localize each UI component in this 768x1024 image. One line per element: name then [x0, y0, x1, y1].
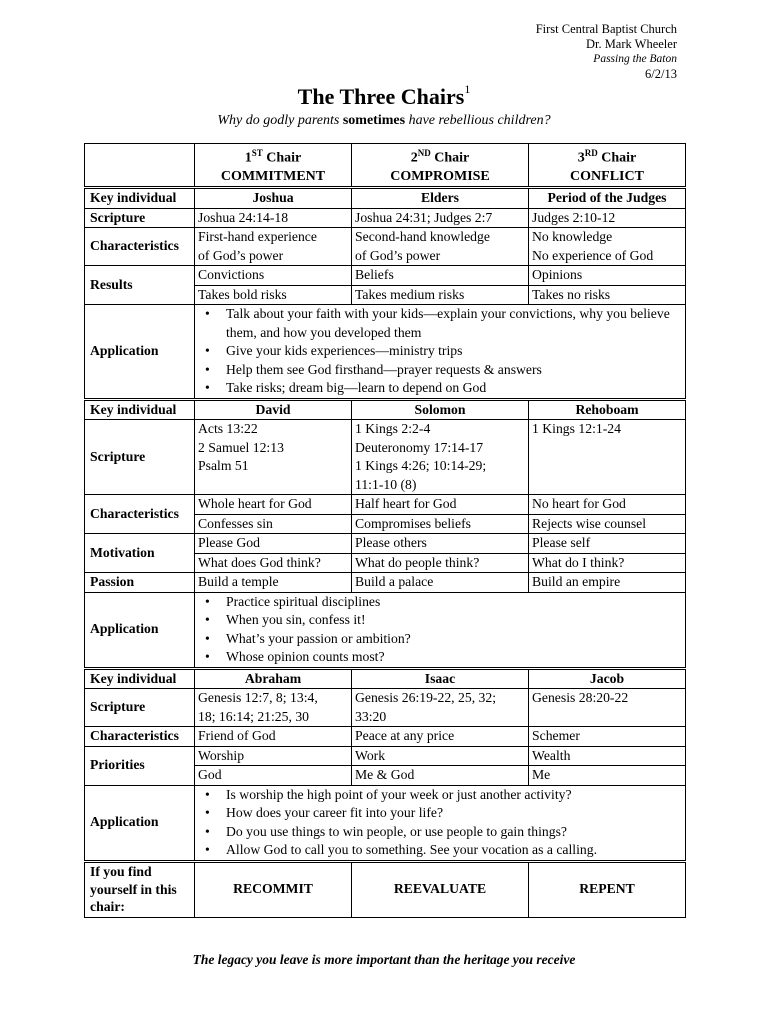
row-label: Motivation: [85, 534, 195, 573]
table-cell: Second-hand knowledge: [352, 228, 529, 247]
list-item: • Do you use things to win people, or use people to gain things?: [226, 823, 682, 842]
chair-3-header: [529, 144, 686, 188]
table-cell: Please God: [195, 534, 352, 554]
table-cell: Rejects wise counsel: [529, 514, 686, 534]
response-row: [85, 861, 686, 917]
key-individual: Isaac: [352, 668, 529, 689]
list-item: • Practice spiritual disciplines: [226, 593, 682, 612]
table-cell: Build an empire: [529, 573, 686, 593]
scripture-cell: [195, 420, 352, 495]
application-list: [198, 593, 682, 667]
table-cell: Judges 2:10-12: [529, 208, 686, 228]
row-label: Key individual: [85, 399, 195, 420]
table-cell: No heart for God: [529, 495, 686, 515]
table-cell: God: [195, 766, 352, 786]
table-cell: of God’s power: [352, 247, 529, 266]
list-item: • What’s your passion or ambition?: [226, 630, 682, 649]
chair-2-num: 2: [410, 150, 418, 166]
chair-3-num: 3: [577, 150, 585, 166]
chair-2-word: Chair: [434, 150, 470, 166]
chair-3-word: Chair: [601, 150, 637, 166]
section-2-characteristics-row: [85, 495, 686, 515]
row-label: [85, 861, 195, 917]
list-item: • Whose opinion counts most?: [226, 648, 682, 667]
chair-1-name: COMMITMENT: [220, 168, 326, 184]
scripture-cell: [352, 689, 529, 727]
table-cell: Confesses sin: [195, 514, 352, 534]
scripture-ref: 2 Samuel 12:13: [198, 439, 284, 455]
list-item: • Allow God to call you to something. See your vocation as a calling.: [226, 841, 682, 860]
label-line: chair:: [90, 899, 125, 915]
table-cell: Worship: [195, 746, 352, 766]
scripture-ref: Deuteronomy 17:14-17: [355, 439, 484, 455]
label-line: yourself in this: [90, 881, 177, 897]
row-label: Key individual: [85, 188, 195, 209]
row-label: Scripture: [85, 420, 195, 495]
chair-1-num: 1: [244, 150, 252, 166]
chair-1-header: [195, 144, 352, 188]
footnote-marker: 1: [464, 82, 471, 96]
table-cell: Whole heart for God: [195, 495, 352, 515]
scripture-ref: [198, 476, 348, 495]
table-cell: Beliefs: [352, 266, 529, 286]
header-blank-cell: [85, 144, 195, 188]
row-label: Application: [85, 592, 195, 668]
table-cell: What does God think?: [195, 553, 352, 573]
scripture-cell: [529, 420, 686, 495]
subtitle-post: have rebellious children?: [405, 113, 551, 128]
list-item: • Talk about your faith with your kids—explain your convictions, why you believe them, and how you developed them: [226, 305, 682, 342]
page-title: [0, 84, 768, 110]
section-2-key-row: [85, 399, 686, 420]
table-cell: Peace at any price: [352, 727, 529, 747]
chair-header-row: [85, 144, 686, 188]
application-cell: [195, 785, 686, 861]
chair-3-name: CONFLICT: [570, 168, 644, 184]
list-item: • Take risks; dream big—learn to depend on God: [226, 379, 682, 398]
section-2-scripture-row: [85, 420, 686, 495]
three-chairs-table: [84, 143, 686, 918]
application-cell: [195, 592, 686, 668]
key-individual: Rehoboam: [529, 399, 686, 420]
section-1-scripture-row: [85, 208, 686, 228]
chair-3-response: REPENT: [529, 861, 686, 917]
table-cell: Please others: [352, 534, 529, 554]
section-2-motivation-row: [85, 534, 686, 554]
table-cell: No knowledge: [529, 228, 686, 247]
row-label: Priorities: [85, 746, 195, 785]
section-3-application-row: [85, 785, 686, 861]
key-individual: Joshua: [195, 188, 352, 209]
table-cell: Joshua 24:31; Judges 2:7: [352, 208, 529, 228]
key-individual: David: [195, 399, 352, 420]
section-3-characteristics-row: [85, 727, 686, 747]
section-3-scripture-row: [85, 689, 686, 727]
table-cell: Build a temple: [195, 573, 352, 593]
scripture-cell: [352, 420, 529, 495]
chair-3-sup: RD: [584, 148, 598, 159]
chair-2-name: COMPROMISE: [390, 168, 490, 184]
table-cell: What do people think?: [352, 553, 529, 573]
application-cell: [195, 305, 686, 400]
scripture-ref: Acts 13:22: [198, 421, 258, 436]
table-cell: Schemer: [529, 727, 686, 747]
chair-1-word: Chair: [266, 150, 302, 166]
key-individual: Solomon: [352, 399, 529, 420]
table-cell: What do I think?: [529, 553, 686, 573]
key-individual: Elders: [352, 188, 529, 209]
table-cell: Takes medium risks: [352, 285, 529, 305]
series-name: Passing the Baton: [593, 53, 677, 65]
table-cell: Friend of God: [195, 727, 352, 747]
chair-2-header: [352, 144, 529, 188]
table-cell: Half heart for God: [352, 495, 529, 515]
list-item: • When you sin, confess it!: [226, 611, 682, 630]
scripture-ref: 1 Kings 12:1-24: [532, 421, 621, 436]
table-cell: Takes bold risks: [195, 285, 352, 305]
scripture-ref: 18; 16:14; 21:25, 30: [198, 708, 310, 724]
sermon-date: 6/2/13: [645, 67, 677, 81]
label-line: If you find: [90, 864, 152, 880]
scripture-ref: 1 Kings 4:26; 10:14-29;: [355, 458, 487, 473]
scripture-ref: Genesis 26:19-22, 25, 32;: [355, 690, 497, 705]
chair-2-response: REEVALUATE: [352, 861, 529, 917]
key-individual: Jacob: [529, 668, 686, 689]
chair-1-response: RECOMMIT: [195, 861, 352, 917]
row-label: Scripture: [85, 689, 195, 727]
scripture-ref: 11:1-10 (8): [355, 476, 417, 492]
list-item: • Help them see God firsthand—prayer requests & answers: [226, 361, 682, 380]
row-label: Application: [85, 305, 195, 400]
table-cell: First-hand experience: [195, 228, 352, 247]
table-cell: Me: [529, 766, 686, 786]
table-cell: Joshua 24:14-18: [195, 208, 352, 228]
chair-1-sup: ST: [251, 148, 263, 159]
list-item: • Is worship the high point of your week or just another activity?: [226, 786, 682, 805]
table-cell: Convictions: [195, 266, 352, 286]
scripture-ref: Genesis 28:20-22: [532, 690, 629, 705]
list-item: • Give your kids experiences—ministry trips: [226, 342, 682, 361]
row-label: Results: [85, 266, 195, 305]
section-2-passion-row: [85, 573, 686, 593]
subtitle: [0, 113, 768, 129]
table-cell: Wealth: [529, 746, 686, 766]
section-3-priorities-row: [85, 746, 686, 766]
scripture-cell: [529, 689, 686, 727]
row-label: Characteristics: [85, 495, 195, 534]
section-3-key-row: [85, 668, 686, 689]
scripture-cell: [195, 689, 352, 727]
table-cell: Me & God: [352, 766, 529, 786]
subtitle-bold: sometimes: [342, 113, 406, 128]
key-individual: Period of the Judges: [529, 188, 686, 209]
table-cell: Please self: [529, 534, 686, 554]
row-label: Key individual: [85, 668, 195, 689]
title-text: The Three Chairs: [297, 84, 465, 109]
list-item: • How does your career fit into your life?: [226, 804, 682, 823]
section-1-results-row: [85, 266, 686, 286]
row-label: Characteristics: [85, 228, 195, 266]
chair-2-sup: ND: [417, 148, 431, 159]
subtitle-pre: Why do godly parents: [217, 113, 343, 128]
document-header: [536, 22, 677, 82]
church-name: First Central Baptist Church: [535, 22, 677, 36]
section-1-key-row: [85, 188, 686, 209]
table-cell: of God’s power: [195, 247, 352, 266]
scripture-ref: 1 Kings 2:2-4: [355, 421, 431, 436]
row-label: Passion: [85, 573, 195, 593]
section-1-characteristics-row: [85, 228, 686, 247]
scripture-ref: 33:20: [355, 708, 387, 724]
section-2-application-row: [85, 592, 686, 668]
scripture-ref: Psalm 51: [198, 458, 249, 473]
table-cell: No experience of God: [529, 247, 686, 266]
row-label: Application: [85, 785, 195, 861]
table-cell: Compromises beliefs: [352, 514, 529, 534]
table-cell: Work: [352, 746, 529, 766]
application-list: [198, 786, 682, 860]
key-individual: Abraham: [195, 668, 352, 689]
table-cell: Takes no risks: [529, 285, 686, 305]
section-1-application-row: [85, 305, 686, 400]
pastor-name: Dr. Mark Wheeler: [585, 37, 677, 51]
scripture-ref: Genesis 12:7, 8; 13:4,: [198, 690, 318, 705]
row-label: Scripture: [85, 208, 195, 228]
footer-quote: The legacy you leave is more important than the heritage you receive: [192, 952, 576, 967]
row-label: Characteristics: [85, 727, 195, 747]
table-cell: Build a palace: [352, 573, 529, 593]
application-list: [198, 305, 682, 398]
table-cell: Opinions: [529, 266, 686, 286]
